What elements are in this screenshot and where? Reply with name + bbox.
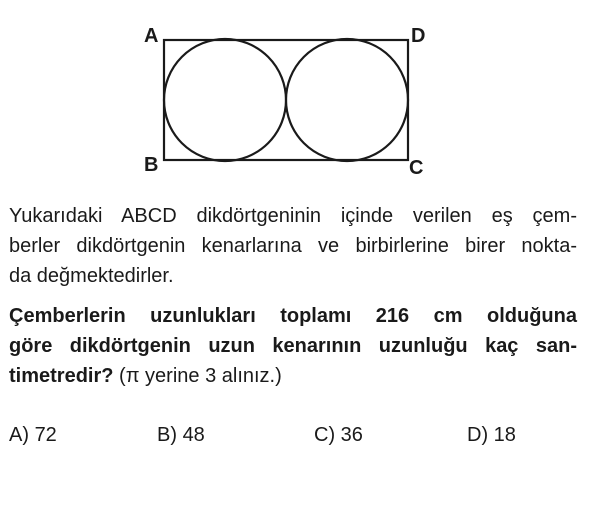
option-value: 36 [340, 424, 363, 446]
question-block [9, 201, 577, 391]
prompt-line-final [9, 361, 577, 391]
option-value: 18 [493, 424, 516, 446]
question-statement [9, 201, 577, 291]
option-letter: B) [157, 424, 177, 446]
answer-options [0, 424, 603, 454]
prompt-line: göre dikdörtgenin uzun kenarının uzunluğu kaç san- [9, 335, 577, 357]
pi-note: (π yerine 3 alınız.) [119, 365, 282, 387]
left-circle [164, 39, 286, 161]
option-letter: D) [467, 424, 489, 446]
option-letter: C) [314, 424, 336, 446]
prompt-line: timetredir? [9, 365, 114, 387]
option-d[interactable] [467, 424, 516, 447]
option-b[interactable] [157, 424, 205, 447]
statement-line: Yukarıdaki ABCD dikdörtgeninin içinde verilen eş çem- [9, 205, 577, 227]
option-value: 48 [182, 424, 205, 446]
option-a[interactable] [9, 424, 57, 447]
statement-line: berler dikdörtgenin kenarlarına ve birbirlerine birer nokta- [9, 235, 577, 257]
right-circle [286, 39, 408, 161]
option-letter: A) [9, 424, 29, 446]
rectangle-circles-diagram [0, 0, 603, 190]
prompt-line: Çemberlerin uzunlukları toplamı 216 cm olduğuna [9, 305, 577, 327]
vertex-label-a: A [144, 25, 159, 47]
option-value: 72 [34, 424, 57, 446]
statement-line: da değmektedirler. [9, 265, 174, 287]
vertex-label-c: C [409, 157, 424, 179]
geometry-figure [0, 0, 603, 190]
vertex-label-b: B [144, 154, 159, 176]
vertex-label-d: D [411, 25, 426, 47]
option-c[interactable] [314, 424, 363, 447]
question-prompt [9, 301, 577, 391]
